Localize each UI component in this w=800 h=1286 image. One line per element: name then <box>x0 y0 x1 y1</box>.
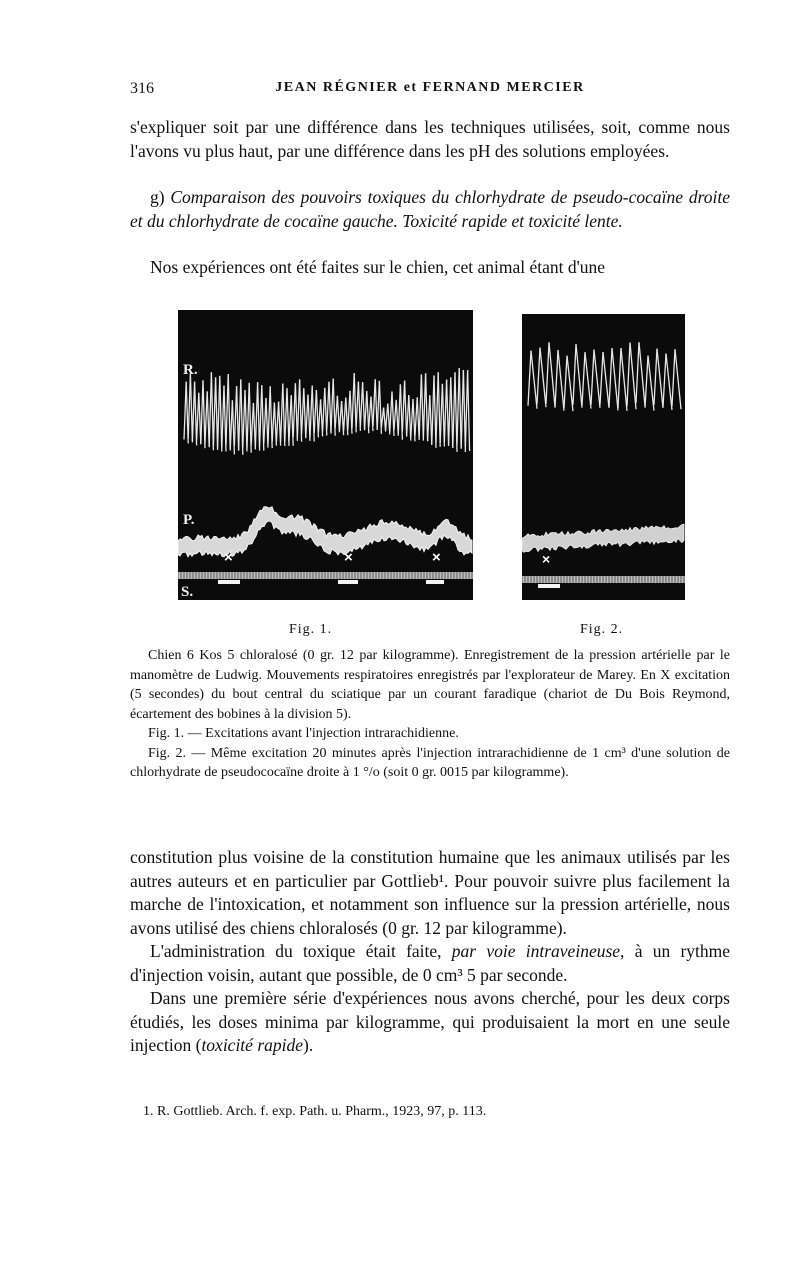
figure-1-kymograph <box>178 310 473 600</box>
paragraph-text: s'expliquer soit par une différence dans les techniques utilisées, soit, comme nous l'avons vu plus haut, par une différence dans les pH des solutions employées. <box>130 117 730 161</box>
running-head <box>130 80 730 102</box>
trace-stroke <box>426 373 428 441</box>
figure-caption <box>130 646 730 783</box>
text-run-italic: toxicité rapide <box>201 1035 304 1055</box>
trace-stroke <box>654 349 657 405</box>
page-number: 316 <box>130 80 154 97</box>
trace-stroke <box>663 354 666 407</box>
excitation-marker <box>218 580 240 584</box>
pressure-label: P. <box>183 512 195 528</box>
trace-stroke <box>576 344 582 408</box>
trace-stroke <box>567 356 573 412</box>
caption-main: Chien 6 Kos 5 chloralosé (0 gr. 12 par kilogramme). Enregistrement de la pression artérielle par le manomètre de Ludwig. Mouvements respiratoires enregistrés par l'explorateur de Marey. En X excitation (5 secondes) du bout central du sciatique par un courant faradique (chariot de Du Bois Reymond, écartement des bobines à la division 5). <box>130 648 730 722</box>
trace-stroke <box>594 350 600 408</box>
excitation-mark: × <box>432 549 441 566</box>
trace-stroke <box>645 356 648 408</box>
excitation-mark: × <box>224 549 233 566</box>
trace-stroke <box>648 356 654 411</box>
trace-stroke <box>540 348 546 408</box>
excitation-marker <box>538 584 560 588</box>
running-title: JEAN RÉGNIER et FERNAND MERCIER <box>275 80 585 95</box>
section-marker: g) <box>150 187 165 207</box>
section-heading <box>130 186 730 233</box>
signal-trace <box>522 576 685 588</box>
trace-stroke <box>291 395 293 445</box>
signal-label: S. <box>181 584 194 600</box>
text-run: ). <box>303 1035 314 1055</box>
trace-stroke <box>564 356 567 409</box>
paragraph-doses <box>130 987 730 1058</box>
paragraph-text: Nos expériences ont été faites sur le chien, cet animal étant d'une <box>150 257 606 277</box>
trace-stroke <box>232 400 234 454</box>
paragraph-text: constitution plus voisine de la constitution humaine que les animaux utilisés par les autres auteurs et en particulier par Gottlieb¹. Pour pouvoir suivre plus facilement la marche de l'intoxication, et notamment son influence sur la pression artérielle, nous avons utilisé des chiens chloralosés (0 gr. 12 par kilogramme). <box>130 847 730 938</box>
trace-stroke <box>627 343 630 407</box>
figure-2-label: Fig. 2. <box>580 622 624 637</box>
trace-stroke <box>618 348 621 408</box>
respiration-trace <box>184 368 470 455</box>
trace-stroke <box>630 343 636 410</box>
text-run: L'administration du toxique était faite, <box>150 941 442 961</box>
text-run: Dans une première série d'expériences nous avons cherché, pour les deux corps étudiés, les doses minima par kilogramme, qui produisaient la mort en une seule injection ( <box>130 988 730 1055</box>
trace-stroke <box>609 348 612 407</box>
signal-band <box>178 572 473 579</box>
trace-stroke <box>558 350 564 411</box>
figure-1-trace-drawing <box>178 310 473 600</box>
trace-stroke <box>546 342 549 404</box>
trace-stroke <box>549 342 555 407</box>
trace-stroke <box>666 354 672 410</box>
trace-stroke <box>600 352 603 405</box>
trace-stroke <box>468 370 470 451</box>
trace-stroke <box>363 382 365 430</box>
excitation-mark: × <box>344 549 353 566</box>
trace-stroke <box>555 350 558 408</box>
trace-stroke <box>582 352 585 405</box>
trace-stroke <box>537 348 540 405</box>
excitation-mark: × <box>542 551 551 567</box>
blood-pressure-trace <box>522 524 684 552</box>
trace-stroke <box>405 381 407 436</box>
figure-1-label: Fig. 1. <box>289 622 333 637</box>
paragraph-continuation <box>130 116 730 163</box>
respiration-label: R. <box>183 362 198 378</box>
trace-stroke <box>228 374 230 450</box>
respiration-trace <box>528 342 681 411</box>
excitation-marker <box>338 580 358 584</box>
excitation-marker <box>426 580 444 584</box>
trace-stroke <box>591 350 594 405</box>
footnote: 1. R. Gottlieb. Arch. f. exp. Path. u. Pharm., 1923, 97, p. 113. <box>143 1104 487 1119</box>
trace-stroke <box>603 352 609 408</box>
section-heading-paragraph <box>130 186 730 233</box>
trace-stroke <box>636 342 639 403</box>
trace-stroke <box>612 348 618 410</box>
section-title: Comparaison des pouvoirs toxiques du chlorhydrate de pseudo-cocaïne droite et du chlorhydrate de cocaïne gauche. Toxicité rapide et toxicité lente. <box>130 187 730 231</box>
trace-stroke <box>672 349 675 406</box>
figure-2-kymograph <box>522 314 685 600</box>
trace-stroke <box>639 342 645 406</box>
text-run-italic: par voie intraveineuse, <box>451 941 625 961</box>
trace-stroke <box>573 344 576 405</box>
signal-band <box>522 576 685 583</box>
caption-fig2: Fig. 2. — Même excitation 20 minutes après l'injection intrarachidienne de 1 cm³ d'une solution de chlorhydrate de pseudococaïne droite à 1 °/o (soit 0 gr. 0015 par kilogramme). <box>130 745 730 780</box>
text-run: à un rythme d'injection voisin, autant que possible, de 0 cm³ 5 par seconde. <box>130 941 731 985</box>
paragraph-experiences <box>130 256 730 280</box>
figure-2-trace-drawing <box>522 314 685 600</box>
trace-stroke <box>371 397 373 431</box>
trace-stroke <box>621 348 627 411</box>
blood-pressure-trace <box>178 507 472 557</box>
trace-stroke <box>531 351 537 409</box>
trace-stroke <box>585 352 591 408</box>
trace-stroke <box>528 351 531 406</box>
body-continuation <box>130 846 730 1058</box>
trace-stroke <box>657 349 663 408</box>
caption-fig1: Fig. 1. — Excitations avant l'injection intrarachidienne. <box>148 726 459 741</box>
trace-stroke <box>675 349 681 409</box>
paragraph-administration <box>130 940 730 987</box>
signal-trace <box>178 572 473 584</box>
